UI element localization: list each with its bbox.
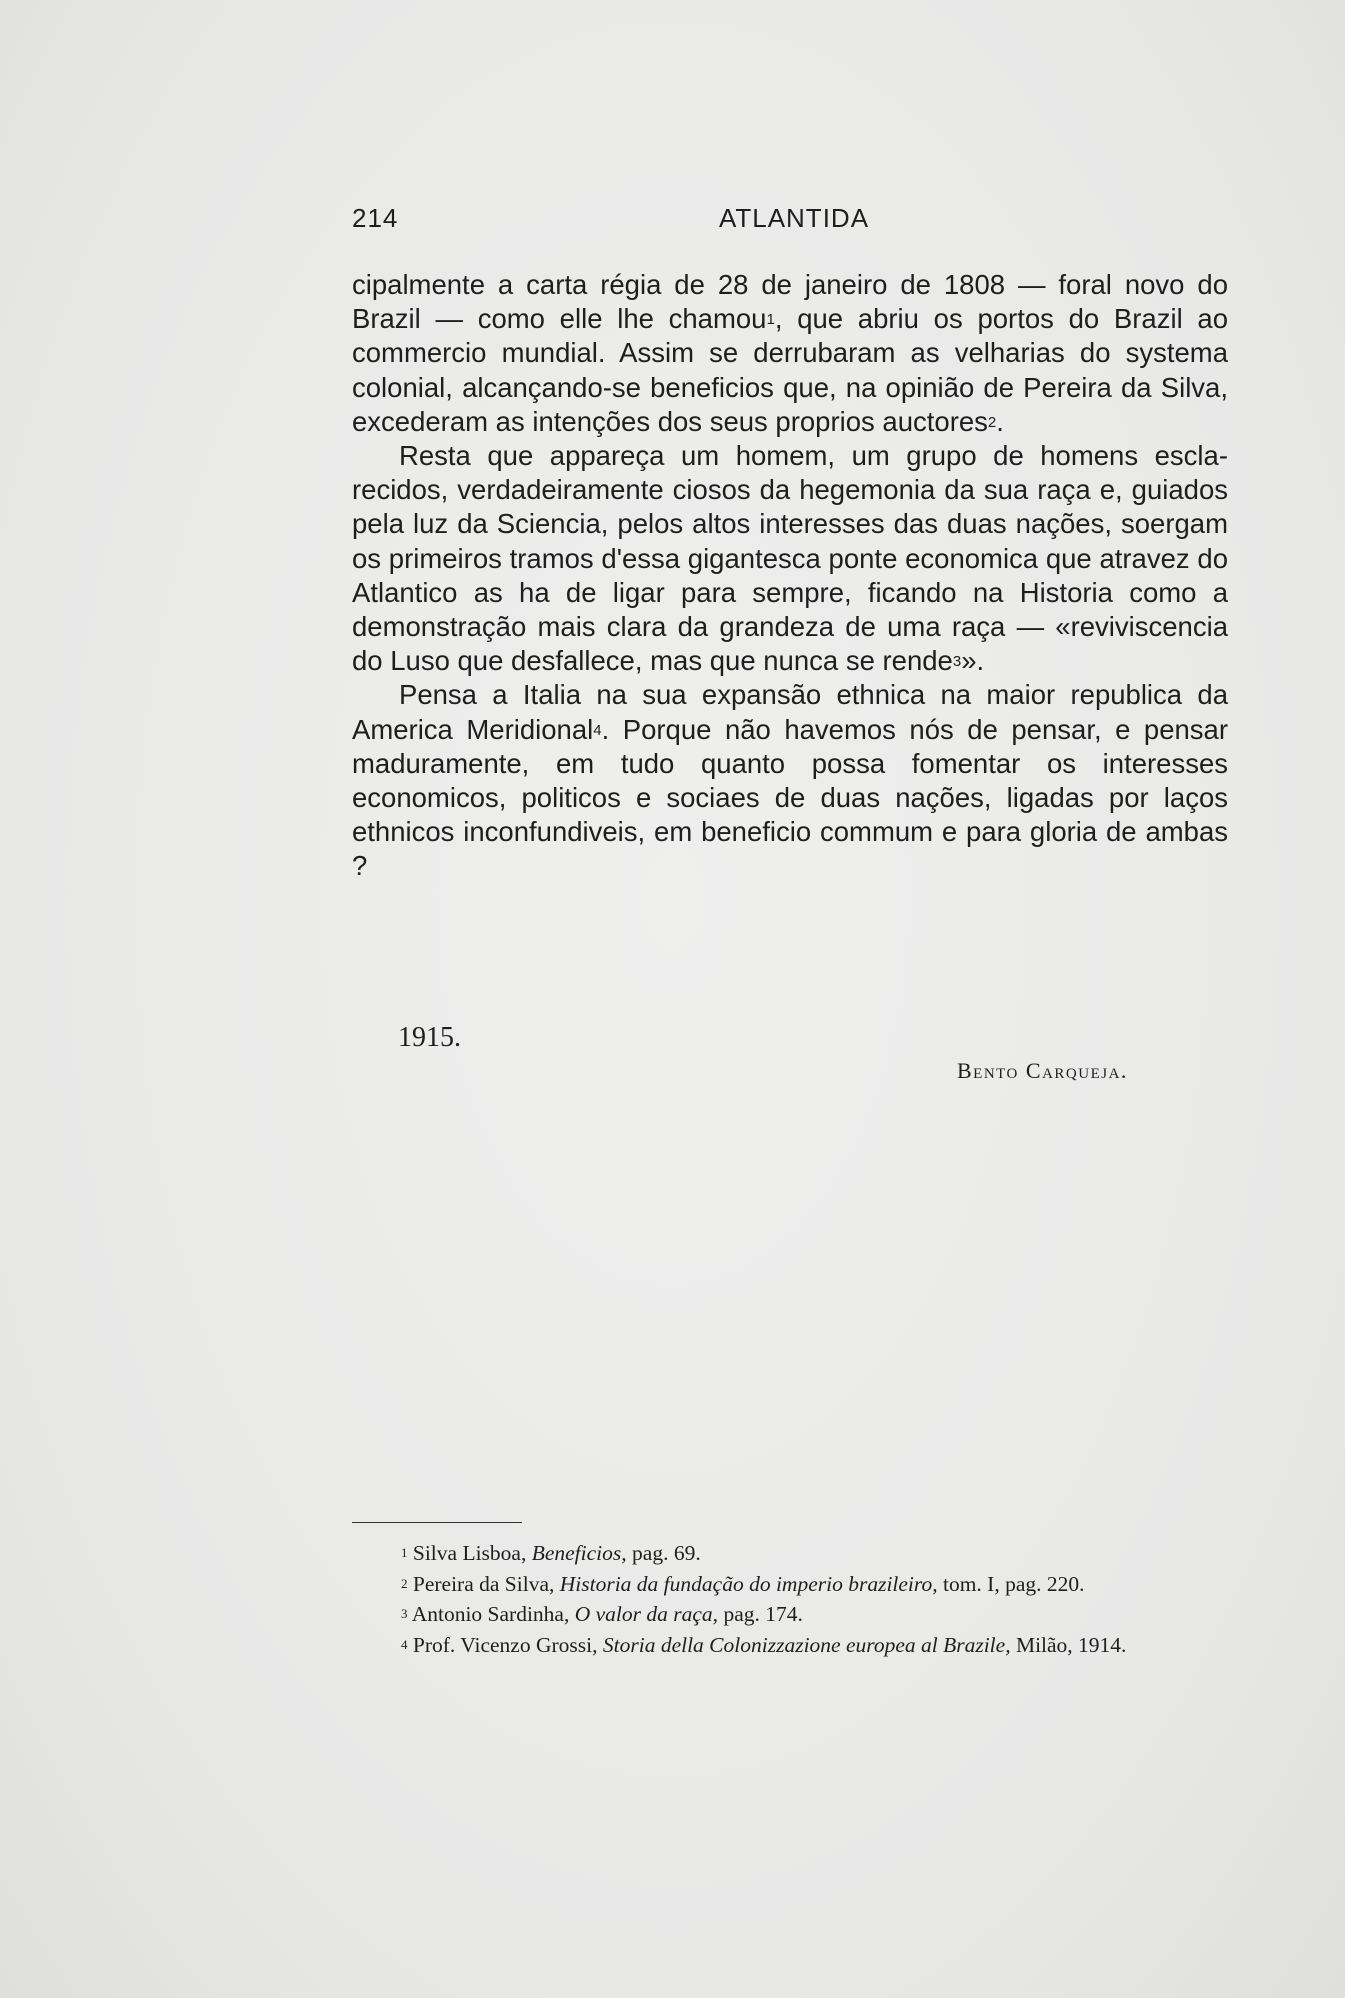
footnote-author: Prof. Vicenzo Grossi, <box>412 1632 603 1657</box>
footnote-title: Beneficios, <box>531 1541 627 1565</box>
footnote-number: 3 <box>401 1606 408 1621</box>
footnote-title: Storia della Colonizzazione europea al Brazile, <box>602 1632 1011 1657</box>
paragraph-2-text-a: Resta que appareça um homem, um grupo de homens esclarecidos, verdadeiramente ciosos da hegemonia da sua raça e, guiados pela luz da Sciencia, pelos altos interesses das duas nações, soergam os primeiros tramos d'essa gigantesca ponte economica que atravez do Atlantico as ha de ligar para sempre, ficando na Historia como a demonstração mais clara da grandeza de uma raça — «reviviscencia do Luso que desfallece, mas que nunca se rende <box>352 440 1228 677</box>
paragraph-1-text-a: cipalmente a carta régia de 28 de janeiro de 1808 — foral novo do Brazil — como elle lhe chamou <box>352 269 1228 335</box>
footnote-number: 4 <box>401 1636 408 1652</box>
page-number: 214 <box>352 203 399 233</box>
footnote-number: 1 <box>401 1545 408 1560</box>
running-title: ATLANTIDA <box>718 203 870 233</box>
date-line: 1915. <box>398 1022 461 1053</box>
footnote-1 <box>352 1538 1228 1569</box>
paragraph-3 <box>352 678 1228 883</box>
footnote-rest: Milão, 1914. <box>1010 1632 1127 1657</box>
footnote-4 <box>352 1630 1228 1661</box>
paragraph-1-text-c: . <box>996 405 1004 437</box>
author-signature: Bento Carqueja. <box>957 1058 1128 1083</box>
footnote-rest: pag. 69. <box>626 1541 701 1565</box>
footnote-ref-4: 4 <box>593 721 602 739</box>
footnote-ref-1: 1 <box>766 311 775 329</box>
footnote-title: Historia da fundação do imperio brazileiro, <box>559 1571 938 1596</box>
body-text <box>352 268 1228 884</box>
footnote-divider <box>352 1522 522 1523</box>
paragraph-2-text-b: ». <box>961 645 985 677</box>
footnote-3 <box>352 1599 1228 1630</box>
footnote-ref-3: 3 <box>952 653 962 671</box>
footnote-title: O valor da raça, <box>574 1602 719 1626</box>
paragraph-3-text-a: Pensa a Italia na sua expansão ethnica na maior republica da America Meridional <box>352 679 1228 745</box>
footnote-rest: tom. I, pag. 220. <box>937 1571 1085 1596</box>
footnote-number: 2 <box>401 1575 408 1591</box>
footnote-rest: pag. 174. <box>718 1602 803 1626</box>
footnote-author: Antonio Sardinha, <box>411 1602 575 1626</box>
paragraph-1-text-b: , que abriu os portos do Brazil ao commercio mundial. Assim se derrubaram as velharias do systema colonial, alcançando-se beneficios que, na opinião de Pereira da Silva, excederam as intenções dos seus proprios auctores <box>352 303 1228 437</box>
footnote-2 <box>352 1569 1228 1600</box>
footnote-author: Pereira da Silva, <box>412 1571 560 1596</box>
paragraph-3-text-b: . Porque não havemos nós de pensar, e pensar maduramente, em tudo quanto possa fomentar os interesses economicos, politicos e sociaes de duas nações, ligadas por laços ethnicos inconfundiveis, em beneficio commum e para gloria de ambas ? <box>352 713 1228 882</box>
page-header <box>352 203 1236 237</box>
footnote-author: Silva Lisboa, <box>412 1541 532 1565</box>
paragraph-2 <box>352 439 1228 678</box>
footnotes <box>352 1538 1228 1660</box>
paragraph-1 <box>352 268 1228 439</box>
footnote-ref-2: 2 <box>987 413 997 431</box>
